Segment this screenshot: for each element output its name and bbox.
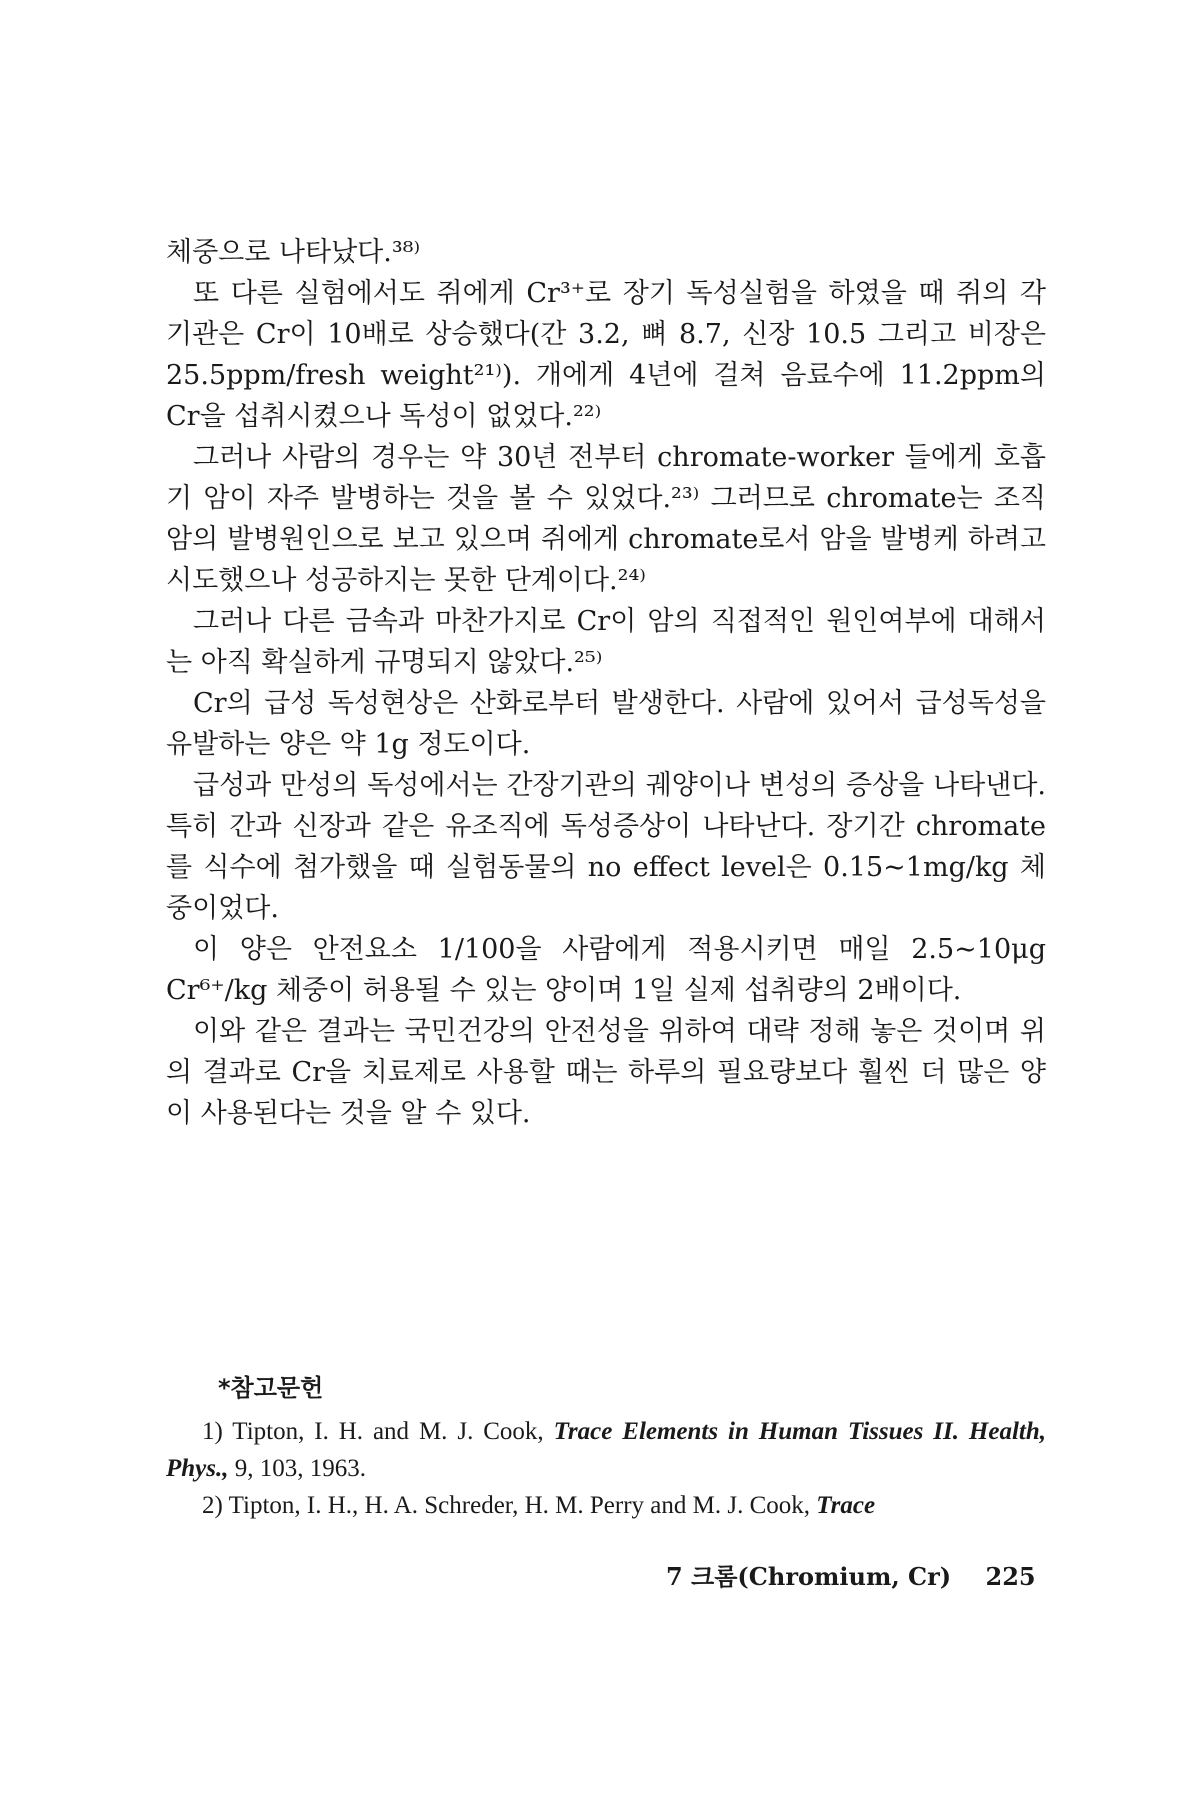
chapter-title: 7 크롬(Chromium, Cr) [666,1562,952,1591]
references-heading: *참고문헌 [218,1374,324,1402]
paragraph-4: 그러나 다른 금속과 마찬가지로 Cr이 암의 직접적인 원인여부에 대해서는 아직 확실하게 규명되지 않았다.²⁵⁾ [166,606,1046,678]
references-section [166,1370,1046,1524]
paragraph-2: 또 다른 실험에서도 쥐에게 Cr³⁺로 장기 독성실험을 하였을 때 쥐의 각 기관은 Cr이 10배로 상승했다(간 3.2, 뼈 8.7, 신장 10.5 그리고 비장은 25.5ppm/fresh weight²¹⁾). 개에게 4년에 걸쳐 음료수에 11.2ppm의 Cr을 섭취시켰으나 독성이 없었다.²²⁾ [166,278,1046,432]
paragraph-6: 급성과 만성의 독성에서는 간장기관의 궤양이나 변성의 증상을 나타낸다. 특히 간과 신장과 같은 유조직에 독성증상이 나타난다. 장기간 chromate를 식수에 첨가했을 때 실험동물의 no effect level은 0.15∼1mg/kg 체중이었다. [166,770,1046,924]
page-footer [666,1557,1036,1592]
reference-authors: Tipton, I. H. and M. J. Cook, [232,1418,544,1445]
paragraph-1: 체중으로 나타났다.³⁸⁾ [166,237,421,268]
paragraph-8: 이와 같은 결과는 국민건강의 안전성을 위하여 대략 정해 놓은 것이며 위의 결과로 Cr을 치료제로 사용할 때는 하루의 필요량보다 훨씬 더 많은 양이 사용된다는 것을 알 수 있다. [166,1016,1046,1129]
reference-item [166,1487,1046,1524]
paragraph-5: Cr의 급성 독성현상은 산화로부터 발생한다. 사람에 있어서 급성독성을 유발하는 양은 약 1g 정도이다. [166,688,1046,760]
reference-title: Trace Elements in Human Tissues II. Health, Phys., [166,1418,1046,1482]
reference-item [166,1413,1046,1487]
reference-title: Trace [816,1492,876,1519]
reference-details: 9, 103, 1963. [234,1455,366,1482]
reference-number: 1) [202,1418,223,1445]
paragraph-7: 이 양은 안전요소 1/100을 사람에게 적용시키면 매일 2.5∼10μg Cr⁶⁺/kg 체중이 허용될 수 있는 양이며 1일 실제 섭취량의 2배이다. [166,934,1046,1006]
body-text [166,232,1046,1134]
reference-authors: Tipton, I. H., H. A. Schreder, H. M. Perry and M. J. Cook, [228,1492,811,1519]
paragraph-3: 그러나 사람의 경우는 약 30년 전부터 chromate-worker 들에게 호흡기 암이 자주 발병하는 것을 볼 수 있었다.²³⁾ 그러므로 chromate는 조직 암의 발병원인으로 보고 있으며 쥐에게 chromate로서 암을 발병케 하려고 시도했으나 성공하지는 못한 단계이다.²⁴⁾ [166,442,1046,596]
reference-number: 2) [202,1492,223,1519]
page-number: 225 [985,1562,1036,1591]
